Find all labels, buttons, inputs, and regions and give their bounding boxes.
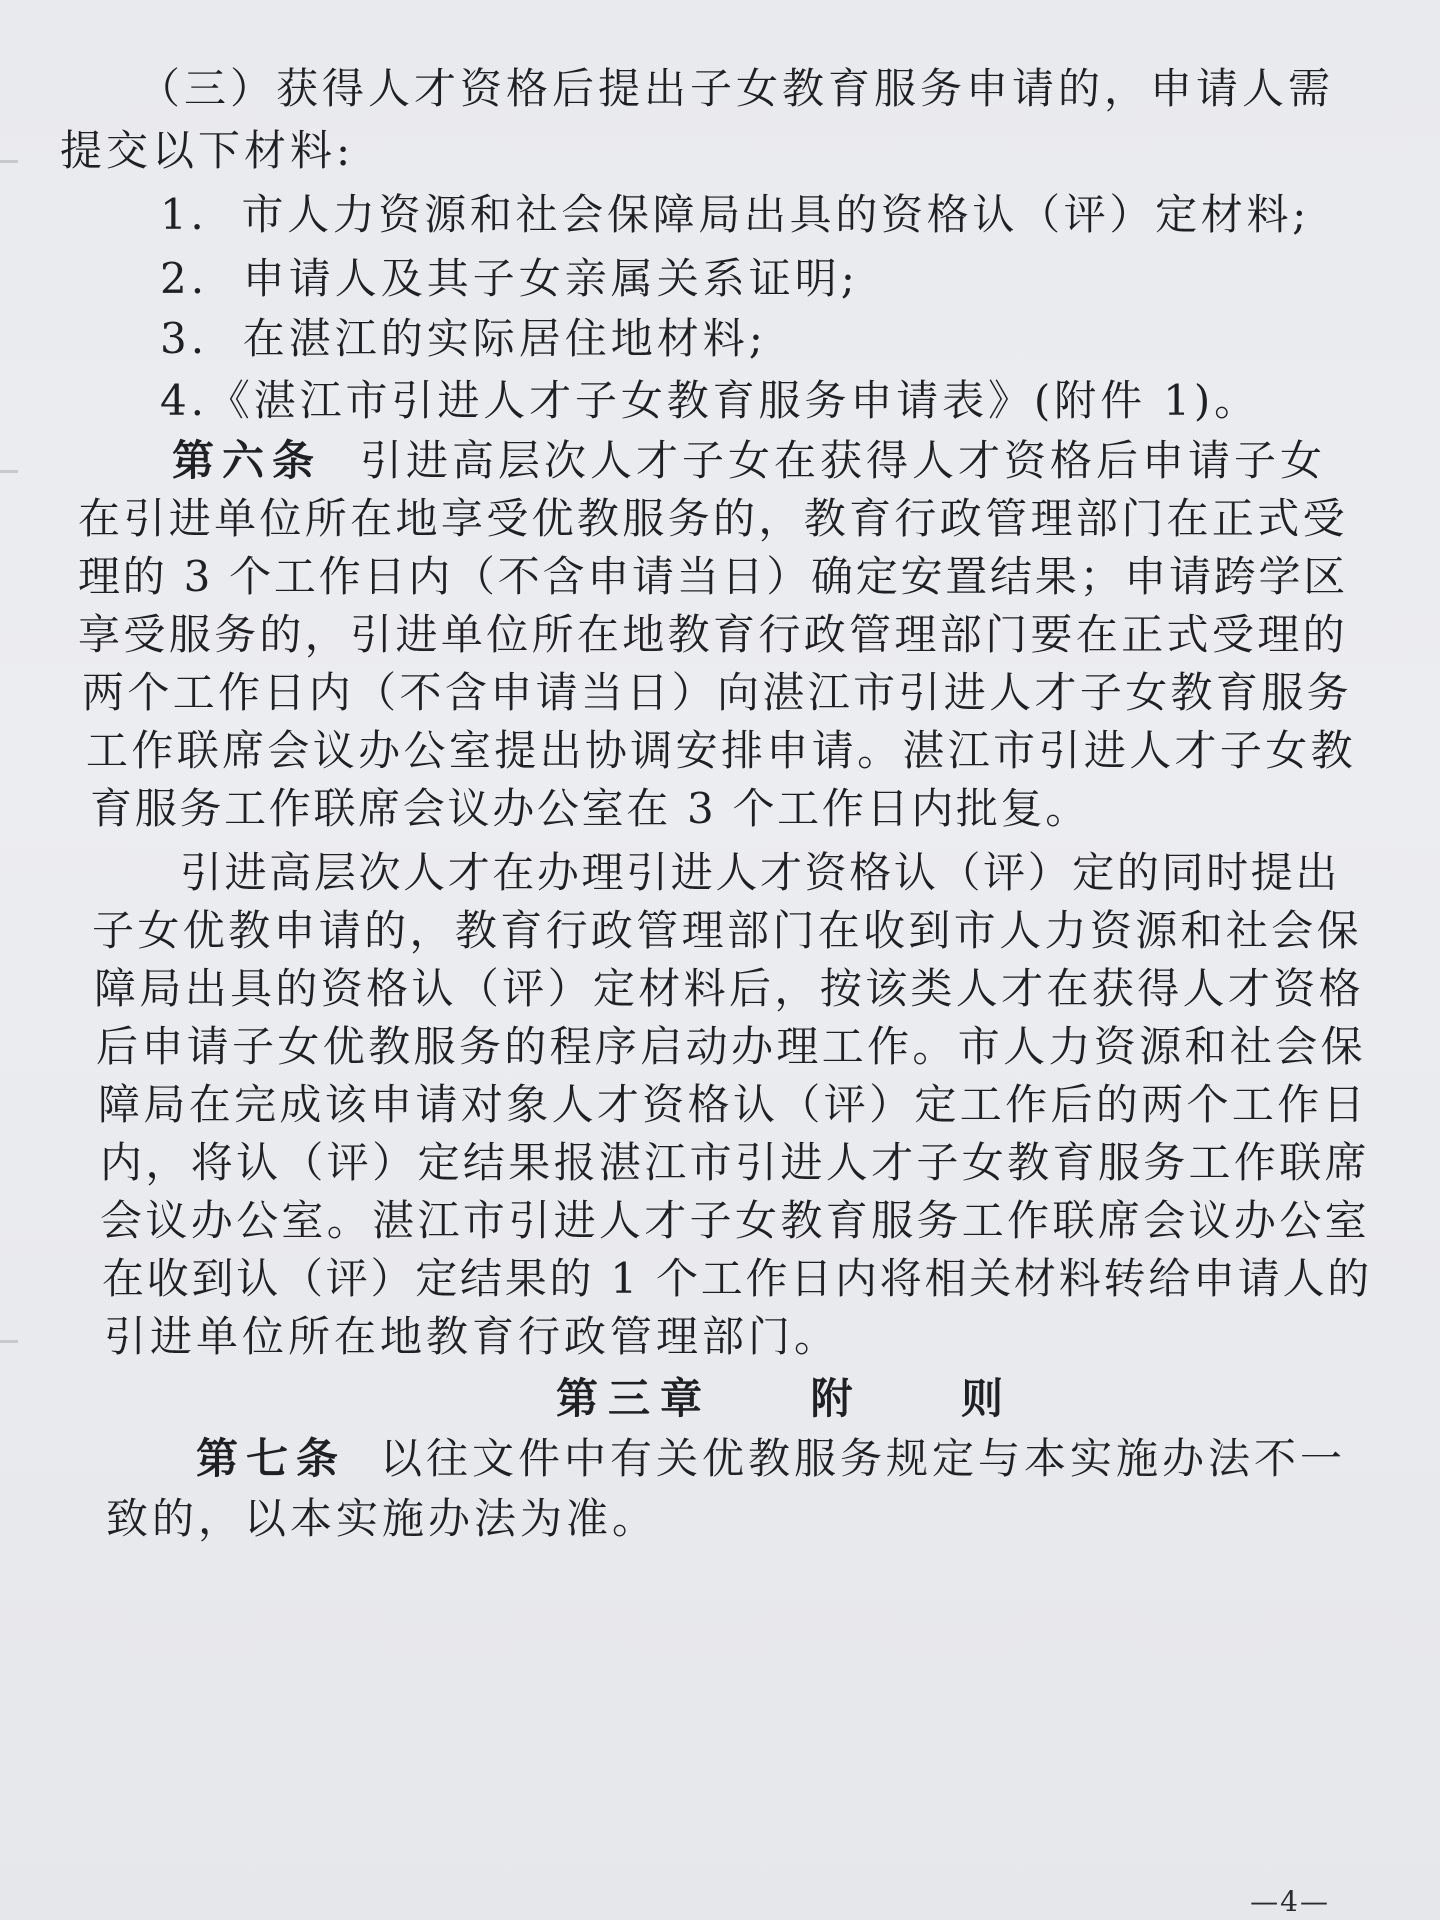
article-six-label: 第六条 [172,436,323,485]
paragraph-two-line-1: 引进高层次人才在办理引进人才资格认（评）定的同时提出 [180,848,1340,897]
article-six-line-2: 在引进单位所在地享受优教服务的，教育行政管理部门在正式受 [78,494,1348,543]
article-six-line-1: 引进高层次人才子女在获得人才资格后申请子女 [360,436,1327,485]
article-six-line-3: 理的 3 个工作日内（不含申请当日）确定安置结果；申请跨学区 [78,552,1348,601]
article-six-line-5: 两个工作日内（不含申请当日）向湛江市引进人才子女教育服务 [82,668,1352,717]
paragraph-two-line-8: 在收到认（评）定结果的 1 个工作日内将相关材料转给申请人的 [102,1254,1372,1303]
chapter-three-heading: 第三章 附 则 [556,1374,1013,1423]
article-seven-line-1: 以往文件中有关优教服务规定与本实施办法不一 [380,1434,1347,1483]
paragraph-two-line-4: 后申请子女优教服务的程序启动办理工作。市人力资源和社会保 [96,1022,1366,1071]
article-six-line-6: 工作联席会议办公室提出协调安排申请。湛江市引进人才子女教 [86,726,1356,775]
list-item-1: 1. 市人力资源和社会保障局出具的资格认（评）定材料; [160,190,1310,239]
paragraph-two-line-7: 会议办公室。湛江市引进人才子女教育服务工作联席会议办公室 [100,1196,1370,1245]
article-six-line-7: 育服务工作联席会议办公室在 3 个工作日内批复。 [90,784,1090,833]
list-item-2: 2. 申请人及其子女亲属关系证明; [160,254,859,303]
paragraph-two-line-2: 子女优教申请的，教育行政管理部门在收到市人力资源和社会保 [92,906,1362,955]
article-six-line-4: 享受服务的，引进单位所在地教育行政管理部门要在正式受理的 [78,610,1348,659]
binding-mark [0,470,18,473]
paragraph-two-line-6: 内，将认（评）定结果报湛江市引进人才子女教育服务工作联席 [100,1138,1370,1187]
binding-mark [0,160,18,163]
clause-three-line-2: 提交以下材料: [60,126,355,175]
paragraph-two-line-3: 障局出具的资格认（评）定材料后，按该类人才在获得人才资格 [94,964,1364,1013]
page-number: —4— [1250,1885,1330,1918]
paragraph-two-line-9: 引进单位所在地教育行政管理部门。 [104,1312,841,1361]
list-item-3: 3. 在湛江的实际居住地材料; [160,314,767,363]
clause-three-line-1: （三）获得人才资格后提出子女教育服务申请的，申请人需 [138,64,1335,113]
article-seven-label: 第七条 [196,1434,347,1483]
binding-mark [0,1340,18,1343]
list-item-4: 4.《湛江市引进人才子女教育服务申请表》(附件 1)。 [160,376,1260,425]
article-seven-line-2: 致的，以本实施办法为准。 [106,1494,659,1543]
paragraph-two-line-5: 障局在完成该申请对象人才资格认（评）定工作后的两个工作日 [98,1080,1368,1129]
